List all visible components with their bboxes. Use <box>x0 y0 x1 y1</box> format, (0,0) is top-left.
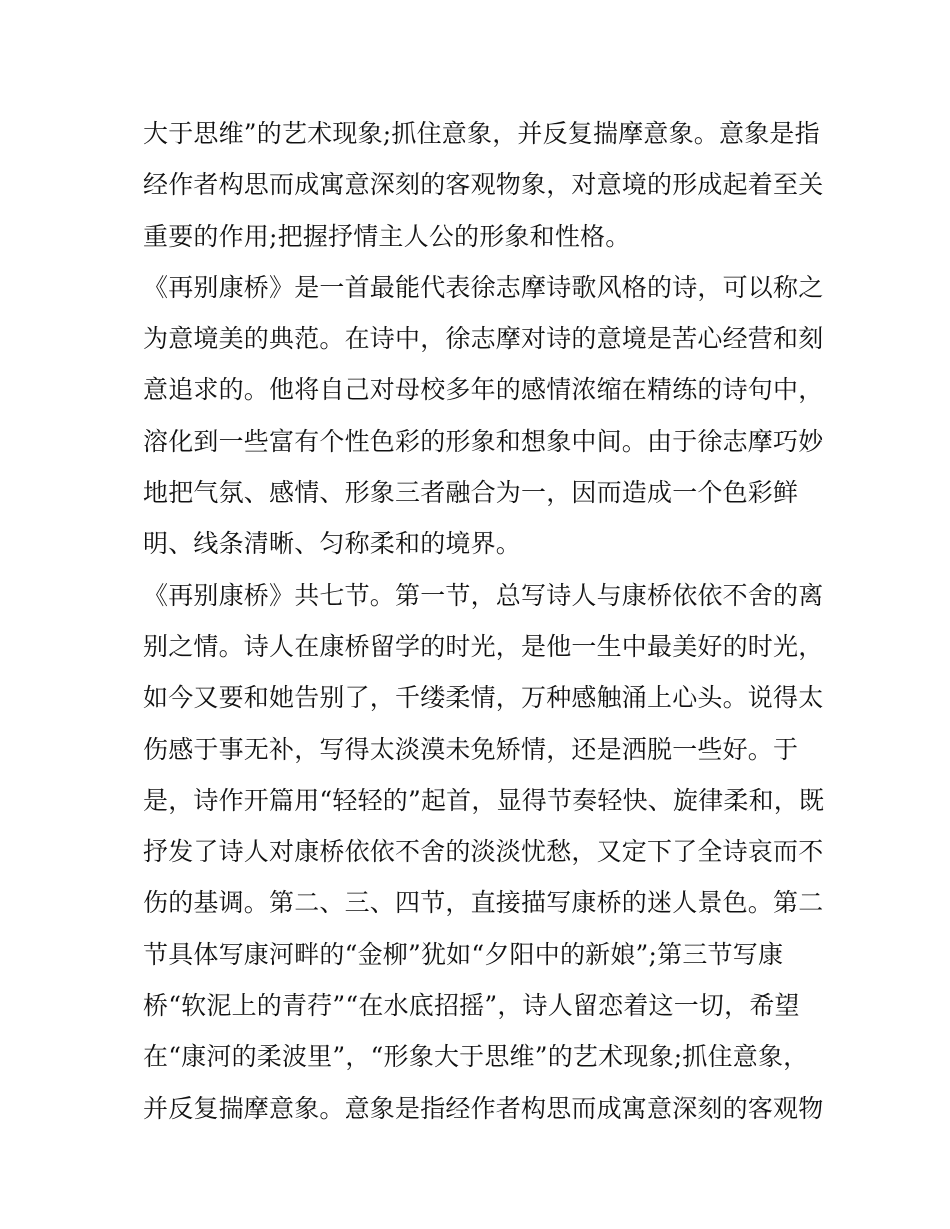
text-line: 伤感于事无补，写得太淡漠未免矫情，还是洒脱一些好。于 <box>143 734 799 764</box>
text-line: 伤的基调。第二、三、四节，直接描写康桥的迷人景色。第二 <box>143 888 824 918</box>
text-line: 桥“软泥上的青荇”“在水底招摇”，诗人留恋着这一切，希望 <box>143 991 800 1021</box>
text-line: 溶化到一些富有个性色彩的形象和想象中间。由于徐志摩巧妙 <box>143 426 824 456</box>
text-line: 大于思维”的艺术现象;抓住意象，并反复揣摩意象。意象是指 <box>143 119 820 148</box>
text-line: 经作者构思而成寓意深刻的客观物象，对意境的形成起着至关 <box>143 170 824 200</box>
text-line: 如今又要和她告别了，千缕柔情，万种感触涌上心头。说得太 <box>143 683 824 713</box>
text-line: 节具体写康河畔的“金柳”犹如“夕阳中的新娘”;第三节写康 <box>143 939 784 969</box>
text-line: 明、线条清晰、匀称柔和的境界。 <box>143 529 522 559</box>
text-line: 别之情。诗人在康桥留学的时光，是他一生中最美好的时光， <box>143 631 824 661</box>
text-line: 地把气氛、感情、形象三者融合为一，因而造成一个色彩鲜 <box>143 478 799 508</box>
text-line: 是，诗作开篇用“轻轻的”起首，显得节奏轻快、旋律柔和，既 <box>143 785 825 815</box>
text-line: 重要的作用;把握抒情主人公的形象和性格。 <box>143 221 631 251</box>
body-text <box>143 108 823 1134</box>
text-line: 在“康河的柔波里”，“形象大于思维”的艺术现象;抓住意象， <box>143 1042 809 1072</box>
text-line: 为意境美的典范。在诗中，徐志摩对诗的意境是苦心经营和刻 <box>143 324 824 354</box>
text-line: 并反复揣摩意象。意象是指经作者构思而成寓意深刻的客观物 <box>143 1093 824 1123</box>
text-line: 《再别康桥》是一首最能代表徐志摩诗歌风格的诗，可以称之 <box>143 272 824 302</box>
text-line: 意追求的。他将自己对母校多年的感情浓缩在精练的诗句中， <box>143 375 824 405</box>
text-line: 抒发了诗人对康桥依依不舍的淡淡忧愁，又定下了全诗哀而不 <box>143 837 824 867</box>
text-line: 《再别康桥》共七节。第一节，总写诗人与康桥依依不舍的离 <box>143 580 824 610</box>
